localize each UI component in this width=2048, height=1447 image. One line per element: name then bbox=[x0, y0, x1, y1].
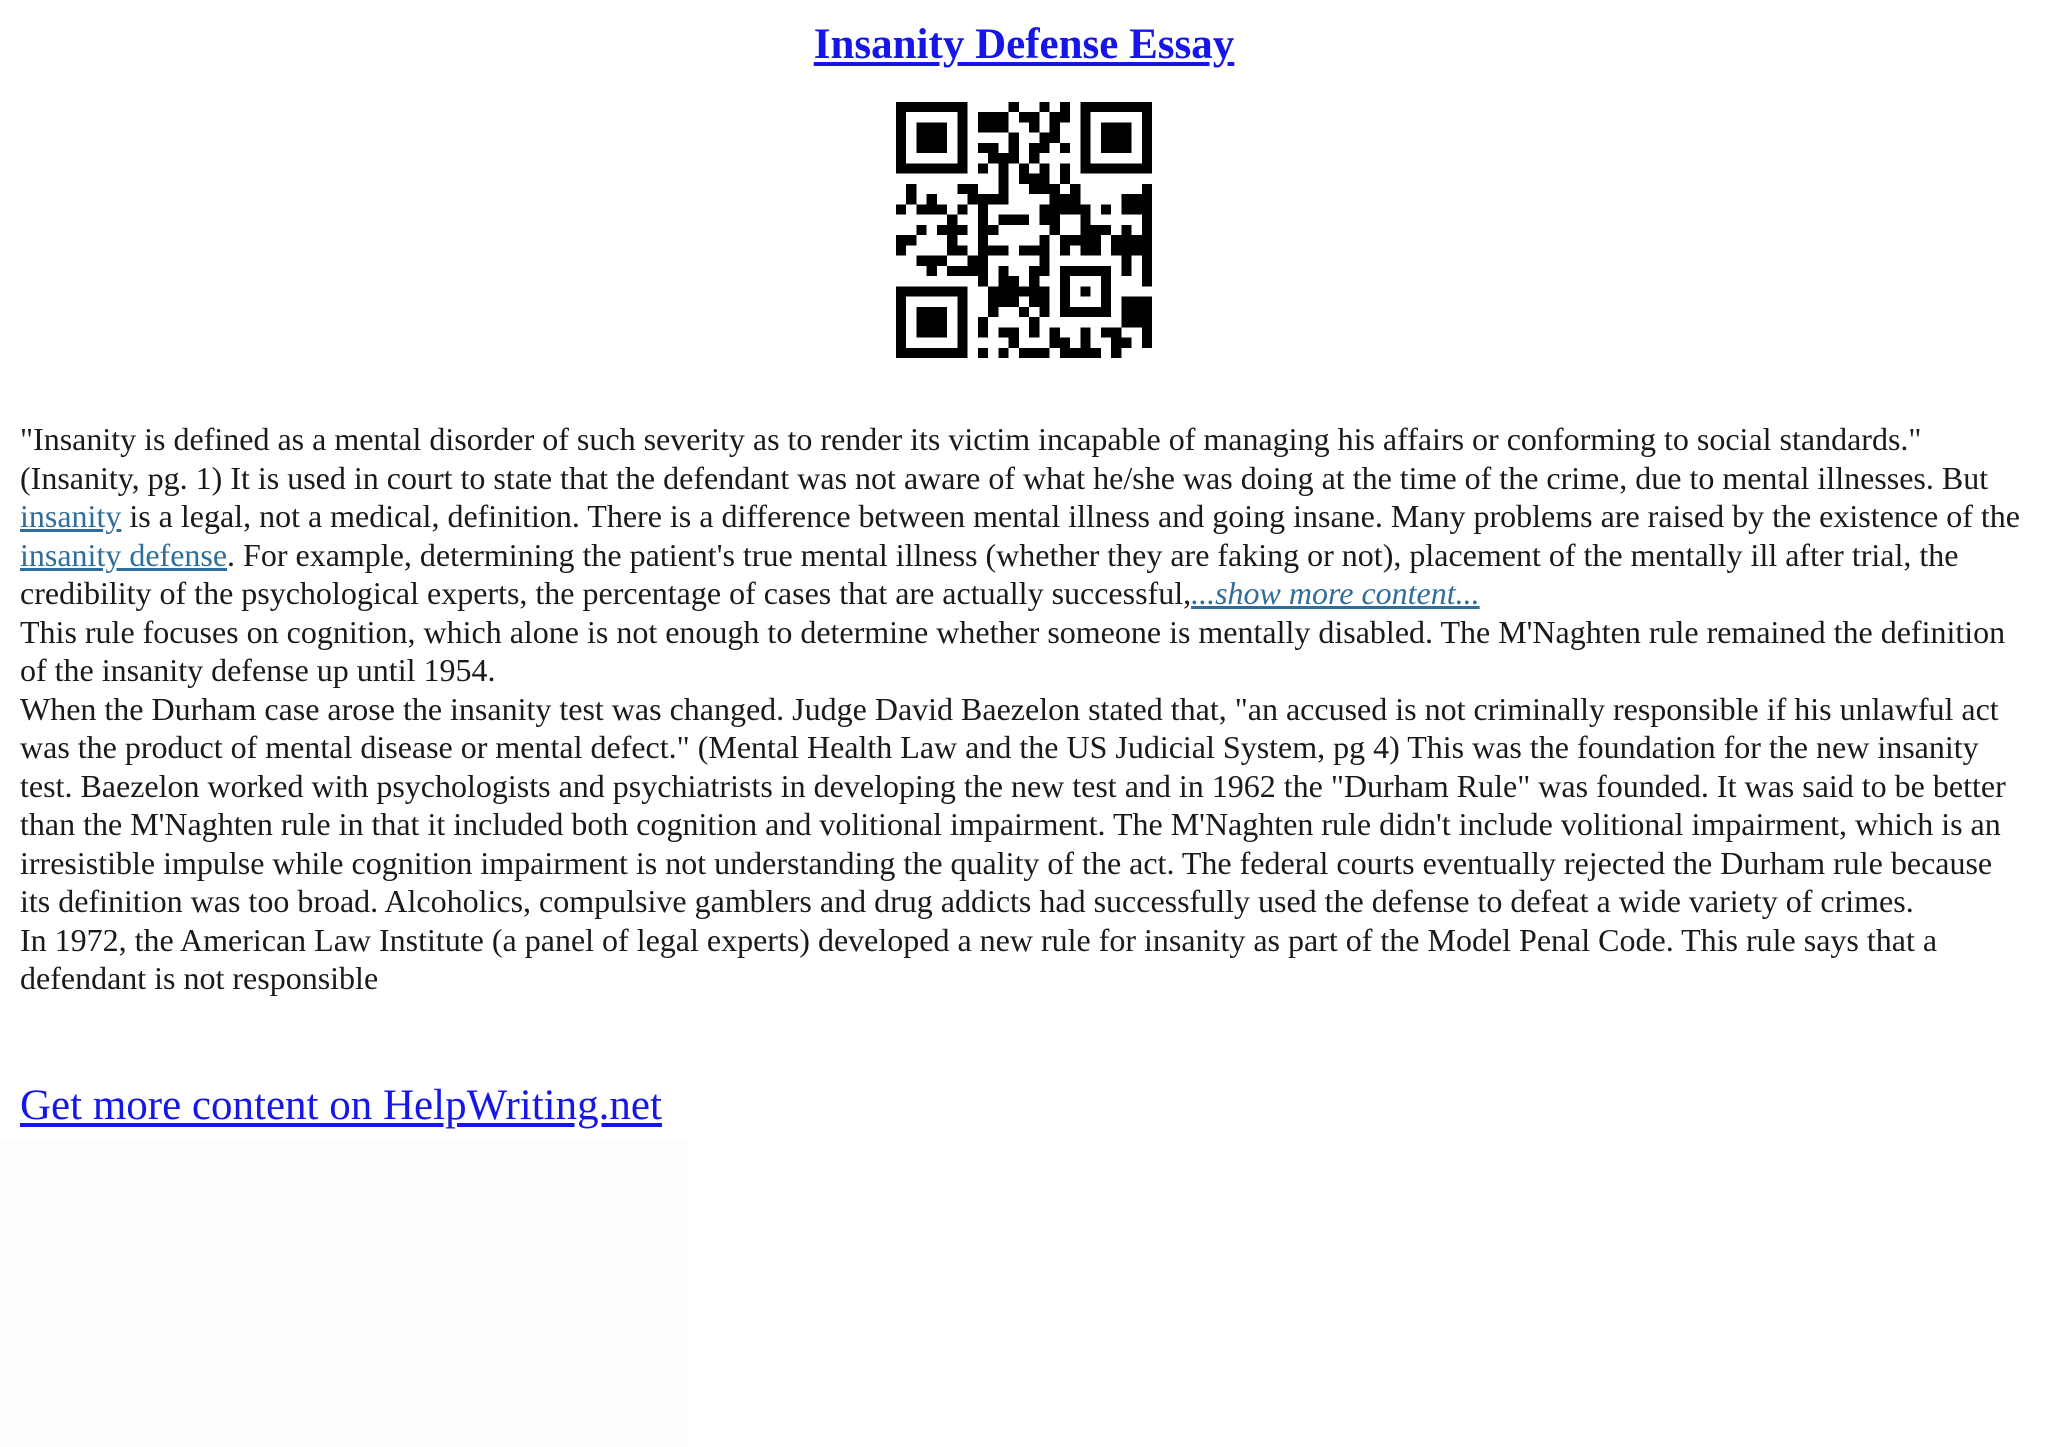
cta bbox=[20, 1078, 662, 1134]
show-more-link[interactable]: ...show more content... bbox=[1191, 575, 1480, 611]
paragraph-1-text-c: . For example, determining the patient's true mental illness (whether they are faking or not), placement of the mentally ill after trial, the credibility of the psychological experts, the percentage of cases that are actually successful, bbox=[20, 536, 1959, 611]
helpwriting-link[interactable]: Get more content on HelpWriting.net bbox=[20, 1082, 662, 1129]
title-link[interactable]: Insanity Defense Essay bbox=[813, 21, 1235, 68]
qr-code-icon bbox=[896, 102, 1152, 358]
paragraph-1-text-a: "Insanity is defined as a mental disorder of such severity as to render its victim incapable of managing his affairs or conforming to social standards." (Insanity, pg. 1) It is used in court to state that the defendant was not aware of what he/she was doing at the time of the crime, due to mental illnesses. But bbox=[20, 421, 1989, 496]
page-title bbox=[0, 16, 2048, 74]
essay-body bbox=[20, 420, 2030, 998]
insanity-defense-link[interactable]: insanity defense bbox=[20, 536, 228, 573]
paragraph-1 bbox=[20, 420, 2030, 613]
paragraph-2: This rule focuses on cognition, which alone is not enough to determine whether someone is mentally disabled. The M'Naghten rule remained the definition of the insanity defense up until 1954. bbox=[20, 613, 2006, 688]
qr-code-graphic bbox=[896, 102, 1152, 358]
paragraph-3: When the Durham case arose the insanity test was changed. Judge David Baezelon stated that, "an accused is not criminally responsible if his unlawful act was the product of mental disease or mental defect." (Mental Health Law and the US Judicial System, pg 4) This was the foundation for the new insanity test. Baezelon worked with psychologists and psychiatrists in developing the new test and in 1962 the "Durham Rule" was founded. It was said to be better than the M'Naghten rule in that it included both cognition and volitional impairment. The M'Naghten rule didn't include volitional impairment, which is an irresistible impulse while cognition impairment is not understanding the quality of the act. The federal courts eventually rejected the Durham rule because its definition was too broad. Alcoholics, compulsive gamblers and drug addicts had successfully used the defense to defeat a wide variety of crimes. bbox=[20, 690, 2006, 919]
paragraph-1-text-b: is a legal, not a medical, definition. There is a difference between mental illness and going insane. Many problems are raised by the existence of the bbox=[121, 498, 2020, 534]
blank-ad-area bbox=[0, 1140, 690, 1447]
paragraph-4: In 1972, the American Law Institute (a panel of legal experts) developed a new rule for insanity as part of the Model Penal Code. This rule says that a defendant is not responsible bbox=[20, 921, 1938, 996]
insanity-link[interactable]: insanity bbox=[20, 498, 122, 534]
